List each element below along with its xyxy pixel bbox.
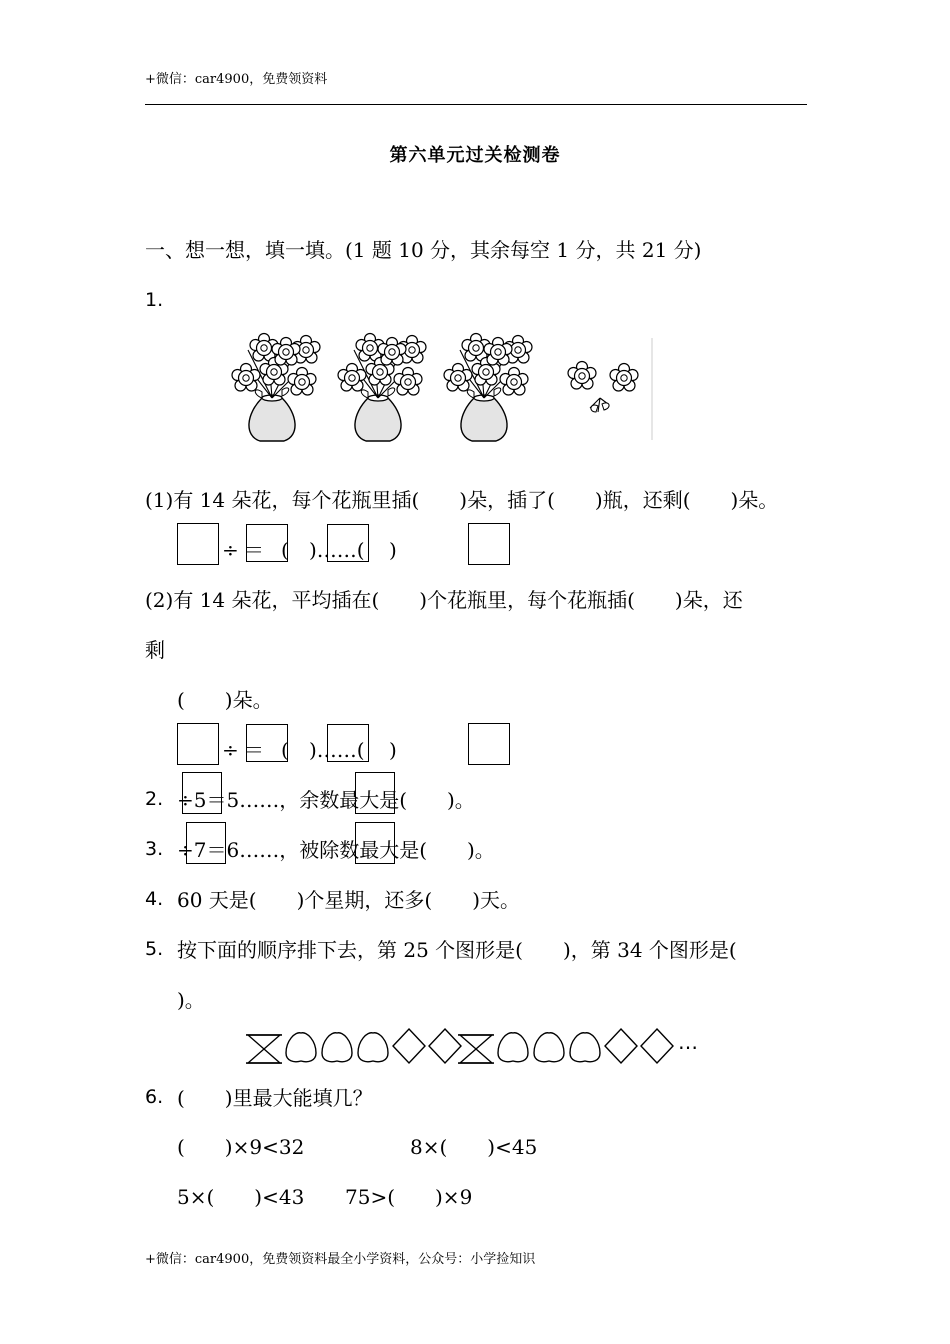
question-5-text-line-2: )。 bbox=[177, 988, 205, 1012]
paren-open: ( bbox=[281, 538, 289, 562]
remainder-box[interactable] bbox=[468, 523, 510, 565]
heart-icon bbox=[534, 1033, 564, 1062]
question-6-item-d: 75>( )×9 bbox=[345, 1185, 473, 1209]
hourglass-icon bbox=[458, 1035, 494, 1063]
question-1-part-2-line-2: 剩 bbox=[145, 638, 165, 662]
answer-box[interactable] bbox=[355, 772, 395, 814]
remainder-box[interactable] bbox=[468, 723, 510, 765]
heart-icon bbox=[286, 1033, 316, 1062]
question-4-text: 60 天是( )个星期，还多( )天。 bbox=[177, 888, 521, 912]
flowers-in-vases-image bbox=[228, 328, 658, 448]
diamond-icon bbox=[641, 1029, 673, 1063]
diamond-icon bbox=[393, 1029, 425, 1063]
question-3-text: ÷7＝6……，被除数最大是( )。 bbox=[177, 838, 495, 862]
divide-sign: ÷ bbox=[222, 738, 239, 762]
dividend-box[interactable] bbox=[182, 772, 222, 814]
question-6-item-a: ( )×9<32 bbox=[177, 1135, 305, 1159]
paren-close: ) bbox=[389, 538, 397, 562]
question-6-item-c: 5×( )<43 bbox=[177, 1185, 305, 1209]
question-1-part-2-line-1: (2)有 14 朵花，平均插在( )个花瓶里，每个花瓶插( )朵，还 bbox=[145, 588, 743, 612]
question-number-4: 4. bbox=[145, 888, 164, 910]
diamond-icon bbox=[605, 1029, 637, 1063]
heart-icon bbox=[322, 1033, 352, 1062]
question-2-text: ÷5＝5……，余数最大是( )。 bbox=[177, 788, 475, 812]
question-number-6: 6. bbox=[145, 1086, 164, 1108]
equals-sign: ＝ bbox=[244, 538, 264, 562]
pattern-ellipsis: … bbox=[678, 1030, 698, 1054]
equals-sign: ＝ bbox=[244, 738, 264, 762]
remainder-ellipsis: )……( bbox=[309, 738, 365, 762]
shape-pattern bbox=[246, 1025, 716, 1067]
question-number-1: 1. bbox=[145, 289, 164, 311]
question-number-3: 3. bbox=[145, 838, 164, 860]
answer-box[interactable] bbox=[355, 822, 395, 864]
question-5-text-line-1: 按下面的顺序排下去，第 25 个图形是( )，第 34 个图形是( bbox=[177, 938, 737, 962]
header-rule bbox=[145, 104, 807, 105]
heart-icon bbox=[358, 1033, 388, 1062]
question-number-2: 2. bbox=[145, 788, 164, 810]
dividend-box[interactable] bbox=[177, 723, 219, 765]
footer-note: +微信：car4900，免费领资料最全小学资料，公众号：小学捡知识 bbox=[145, 1252, 536, 1267]
question-6-item-b: 8×( )<45 bbox=[410, 1135, 538, 1159]
divide-sign: ÷ bbox=[222, 538, 239, 562]
question-number-5: 5. bbox=[145, 938, 164, 960]
diamond-icon bbox=[429, 1029, 461, 1063]
paren-close: ) bbox=[389, 738, 397, 762]
section-heading: 一、想一想，填一填。(1 题 10 分，其余每空 1 分，共 21 分) bbox=[145, 238, 702, 262]
question-1-part-1: (1)有 14 朵花，每个花瓶里插( )朵，插了( )瓶，还剩( )朵。 bbox=[145, 488, 779, 512]
remainder-ellipsis: )……( bbox=[309, 538, 365, 562]
hourglass-icon bbox=[246, 1035, 282, 1063]
question-6-prompt: ( )里最大能填几？ bbox=[177, 1086, 373, 1110]
question-1-part-2-line-3: ( )朵。 bbox=[177, 688, 273, 712]
header-note: +微信：car4900，免费领资料 bbox=[145, 72, 328, 87]
dividend-box[interactable] bbox=[177, 523, 219, 565]
paren-open: ( bbox=[281, 738, 289, 762]
heart-icon bbox=[498, 1033, 528, 1062]
dividend-box[interactable] bbox=[186, 822, 226, 864]
page-title: 第六单元过关检测卷 bbox=[389, 145, 561, 166]
heart-icon bbox=[570, 1033, 600, 1062]
